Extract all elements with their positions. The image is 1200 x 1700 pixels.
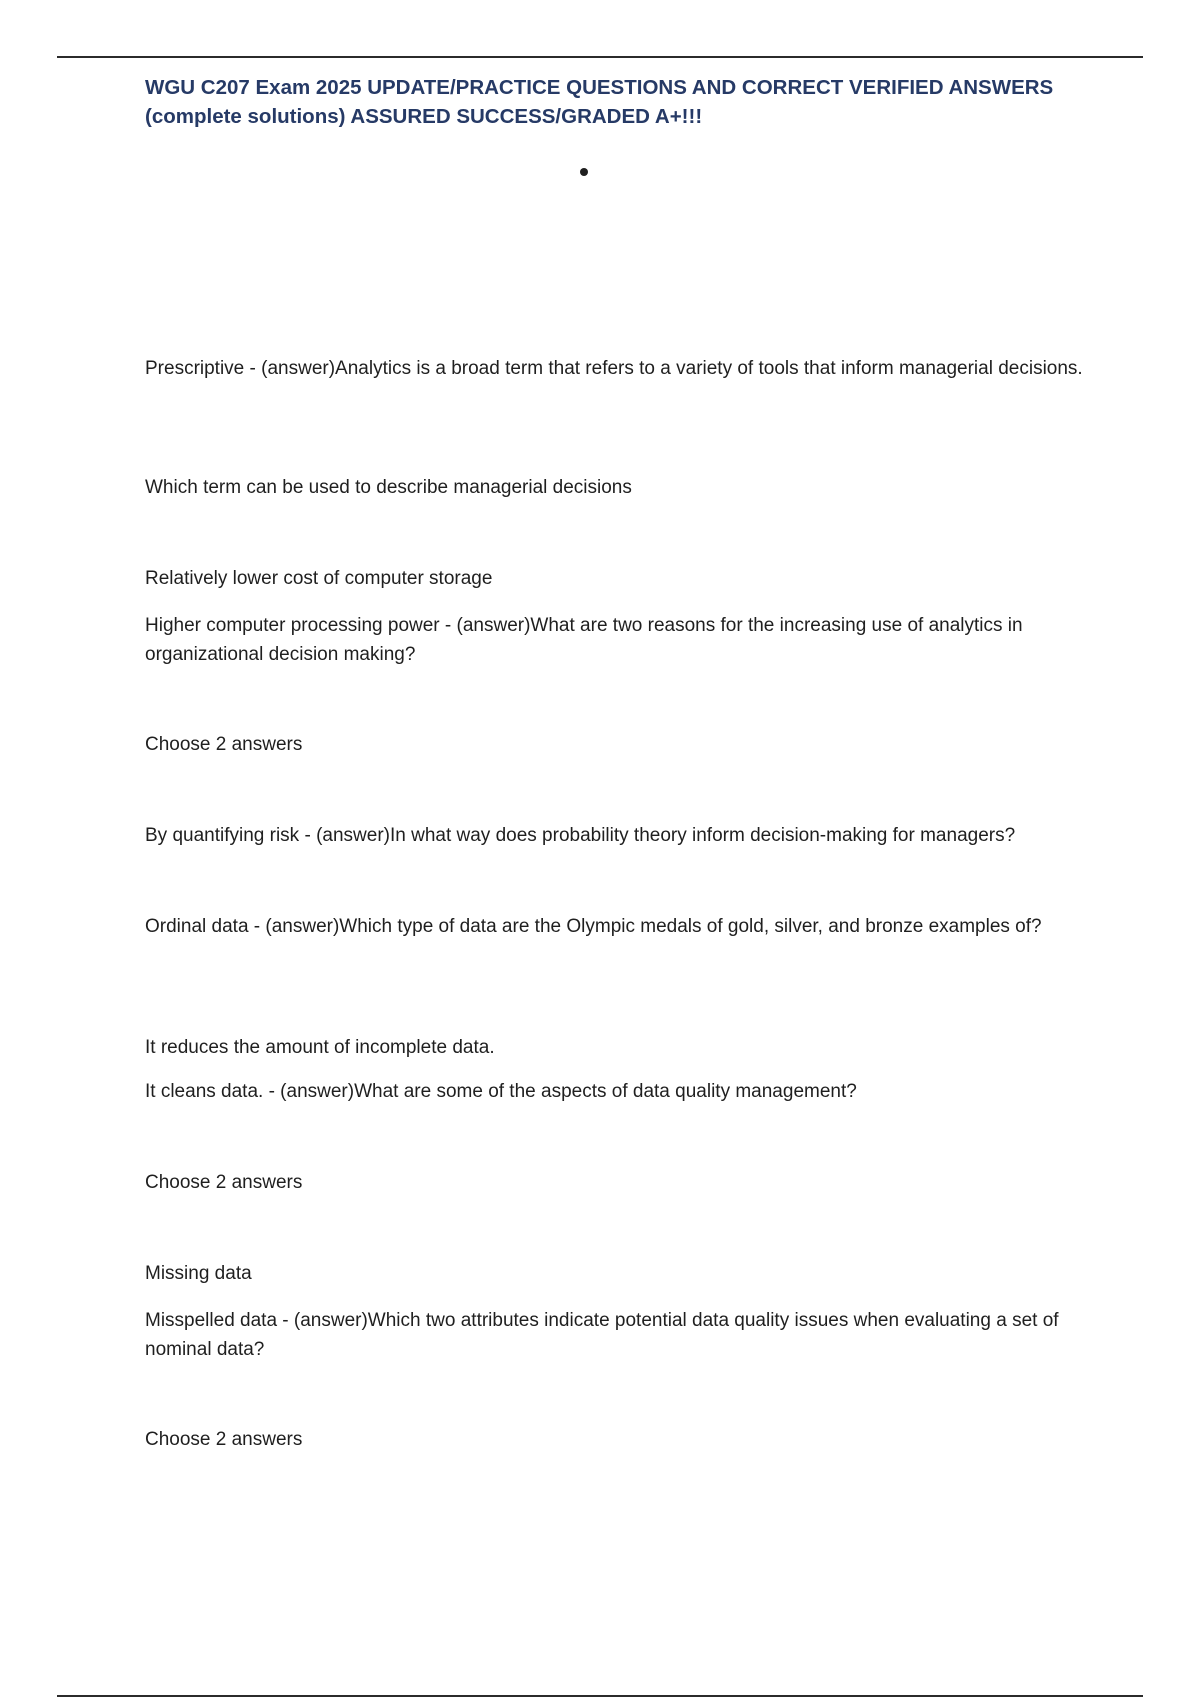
qa-line: Choose 2 answers xyxy=(145,1172,303,1193)
qa-line: Which term can be used to describe managerial decisions xyxy=(145,477,632,498)
qa-line: Misspelled data - (answer)Which two attributes indicate potential data quality issues when evaluating a set of nominal data? xyxy=(145,1310,1059,1360)
document-title: WGU C207 Exam 2025 UPDATE/PRACTICE QUESTIONS AND CORRECT VERIFIED ANSWERS (complete solutions) ASSURED SUCCESS/GRADED A+!!! xyxy=(145,76,1054,128)
qa-line: By quantifying risk - (answer)In what way does probability theory inform decision-making for managers? xyxy=(145,825,1016,846)
bullet-icon xyxy=(580,168,588,176)
qa-line: Ordinal data - (answer)Which type of data are the Olympic medals of gold, silver, and bronze examples of? xyxy=(145,916,1042,937)
qa-line: Choose 2 answers xyxy=(145,1429,303,1450)
qa-line: Choose 2 answers xyxy=(145,734,303,755)
qa-line: Relatively lower cost of computer storage xyxy=(145,568,493,589)
qa-line: It cleans data. - (answer)What are some of the aspects of data quality management? xyxy=(145,1081,857,1102)
qa-line: Missing data xyxy=(145,1263,252,1284)
qa-line: It reduces the amount of incomplete data. xyxy=(145,1037,495,1058)
top-rule xyxy=(57,56,1143,58)
qa-line: Higher computer processing power - (answer)What are two reasons for the increasing use of analytics in organizational decision making? xyxy=(145,615,1023,665)
qa-line: Prescriptive - (answer)Analytics is a broad term that refers to a variety of tools that inform managerial decisions. xyxy=(145,358,1083,379)
bottom-rule xyxy=(57,1695,1143,1697)
